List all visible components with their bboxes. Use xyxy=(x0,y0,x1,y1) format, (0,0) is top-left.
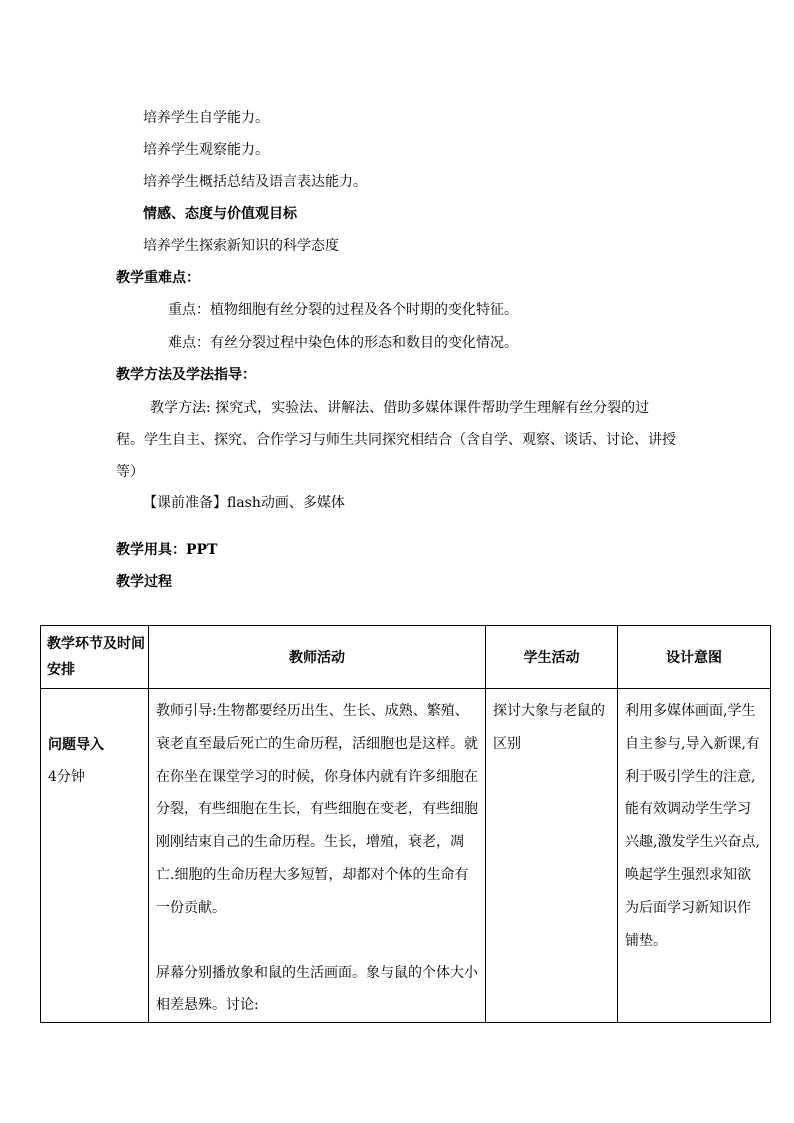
objective-1: 培养学生自学能力。 xyxy=(143,110,269,126)
methods-heading: 教学方法及学法指导： xyxy=(116,367,256,383)
teacher-paragraph-2: 屏幕分别播放象和鼠的生活画面。象与鼠的个体大小相差悬殊。讨论: xyxy=(156,964,478,1014)
process-heading: 教学过程 xyxy=(116,574,172,590)
methods-paragraph xyxy=(116,392,676,488)
student-activity: 探讨大象与老鼠的区别 xyxy=(493,703,605,752)
student-cell xyxy=(486,689,618,1023)
header-stage: 教学环节及时间安排 xyxy=(41,626,149,689)
table-header-row xyxy=(41,626,771,689)
teacher-cell xyxy=(149,689,486,1023)
design-intent: 利用多媒体画面,学生自主参与,导入新课,有利于吸引学生的注意,能有效调动学生学习兴趣,激发学生兴奋点,唤起学生强烈求知欲为后面学习新知识作铺垫。 xyxy=(625,703,760,949)
header-intent: 设计意图 xyxy=(618,626,771,689)
intent-cell xyxy=(618,689,771,1023)
stage-cell xyxy=(41,689,149,1023)
prep-text: 【课前准备】flash动画、多媒体 xyxy=(143,495,345,511)
objective-2: 培养学生观察能力。 xyxy=(143,142,269,158)
lesson-table xyxy=(40,625,771,1023)
difficulty-heading: 教学重难点： xyxy=(116,270,200,286)
objective-3: 培养学生概括总结及语言表达能力。 xyxy=(143,174,367,190)
teacher-paragraph-1: 教师引导:生物都要经历出生、生长、成熟、繁殖、衰老直至最后死亡的生命历程，活细胞也是这样。就在你坐在课堂学习的时候，你身体内就有许多细胞在分裂，有些细胞在生长，有些细胞在变老，有些细胞刚刚结束自己的生命历程。生长，增殖，衰老，凋亡.细胞的生命历程大多短暂，却都对个体的生命有一份贡献。 xyxy=(156,703,478,916)
methods-text: 教学方法: 探究式，实验法、讲解法、借助多媒体课件帮助学生理解有丝分裂的过程。学生自主、探究、合作学习与师生共同探究相结合（含自学、观察、谈话、讨论、讲授等） xyxy=(116,400,676,480)
key-point: 重点：植物细胞有丝分裂的过程及各个时期的变化特征。 xyxy=(168,302,518,318)
header-teacher: 教师活动 xyxy=(149,626,486,689)
attitude-text: 培养学生探索新知识的科学态度 xyxy=(143,238,339,254)
stage-time: 4分钟 xyxy=(48,769,85,785)
difficult-point: 难点：有丝分裂过程中染色体的形态和数目的变化情况。 xyxy=(168,335,518,351)
stage-title: 问题导入 xyxy=(48,737,104,753)
attitude-heading: 情感、态度与价值观目标 xyxy=(143,206,297,222)
header-student: 学生活动 xyxy=(486,626,618,689)
table-row xyxy=(41,689,771,1023)
tools-text: 教学用具：PPT xyxy=(116,542,218,558)
